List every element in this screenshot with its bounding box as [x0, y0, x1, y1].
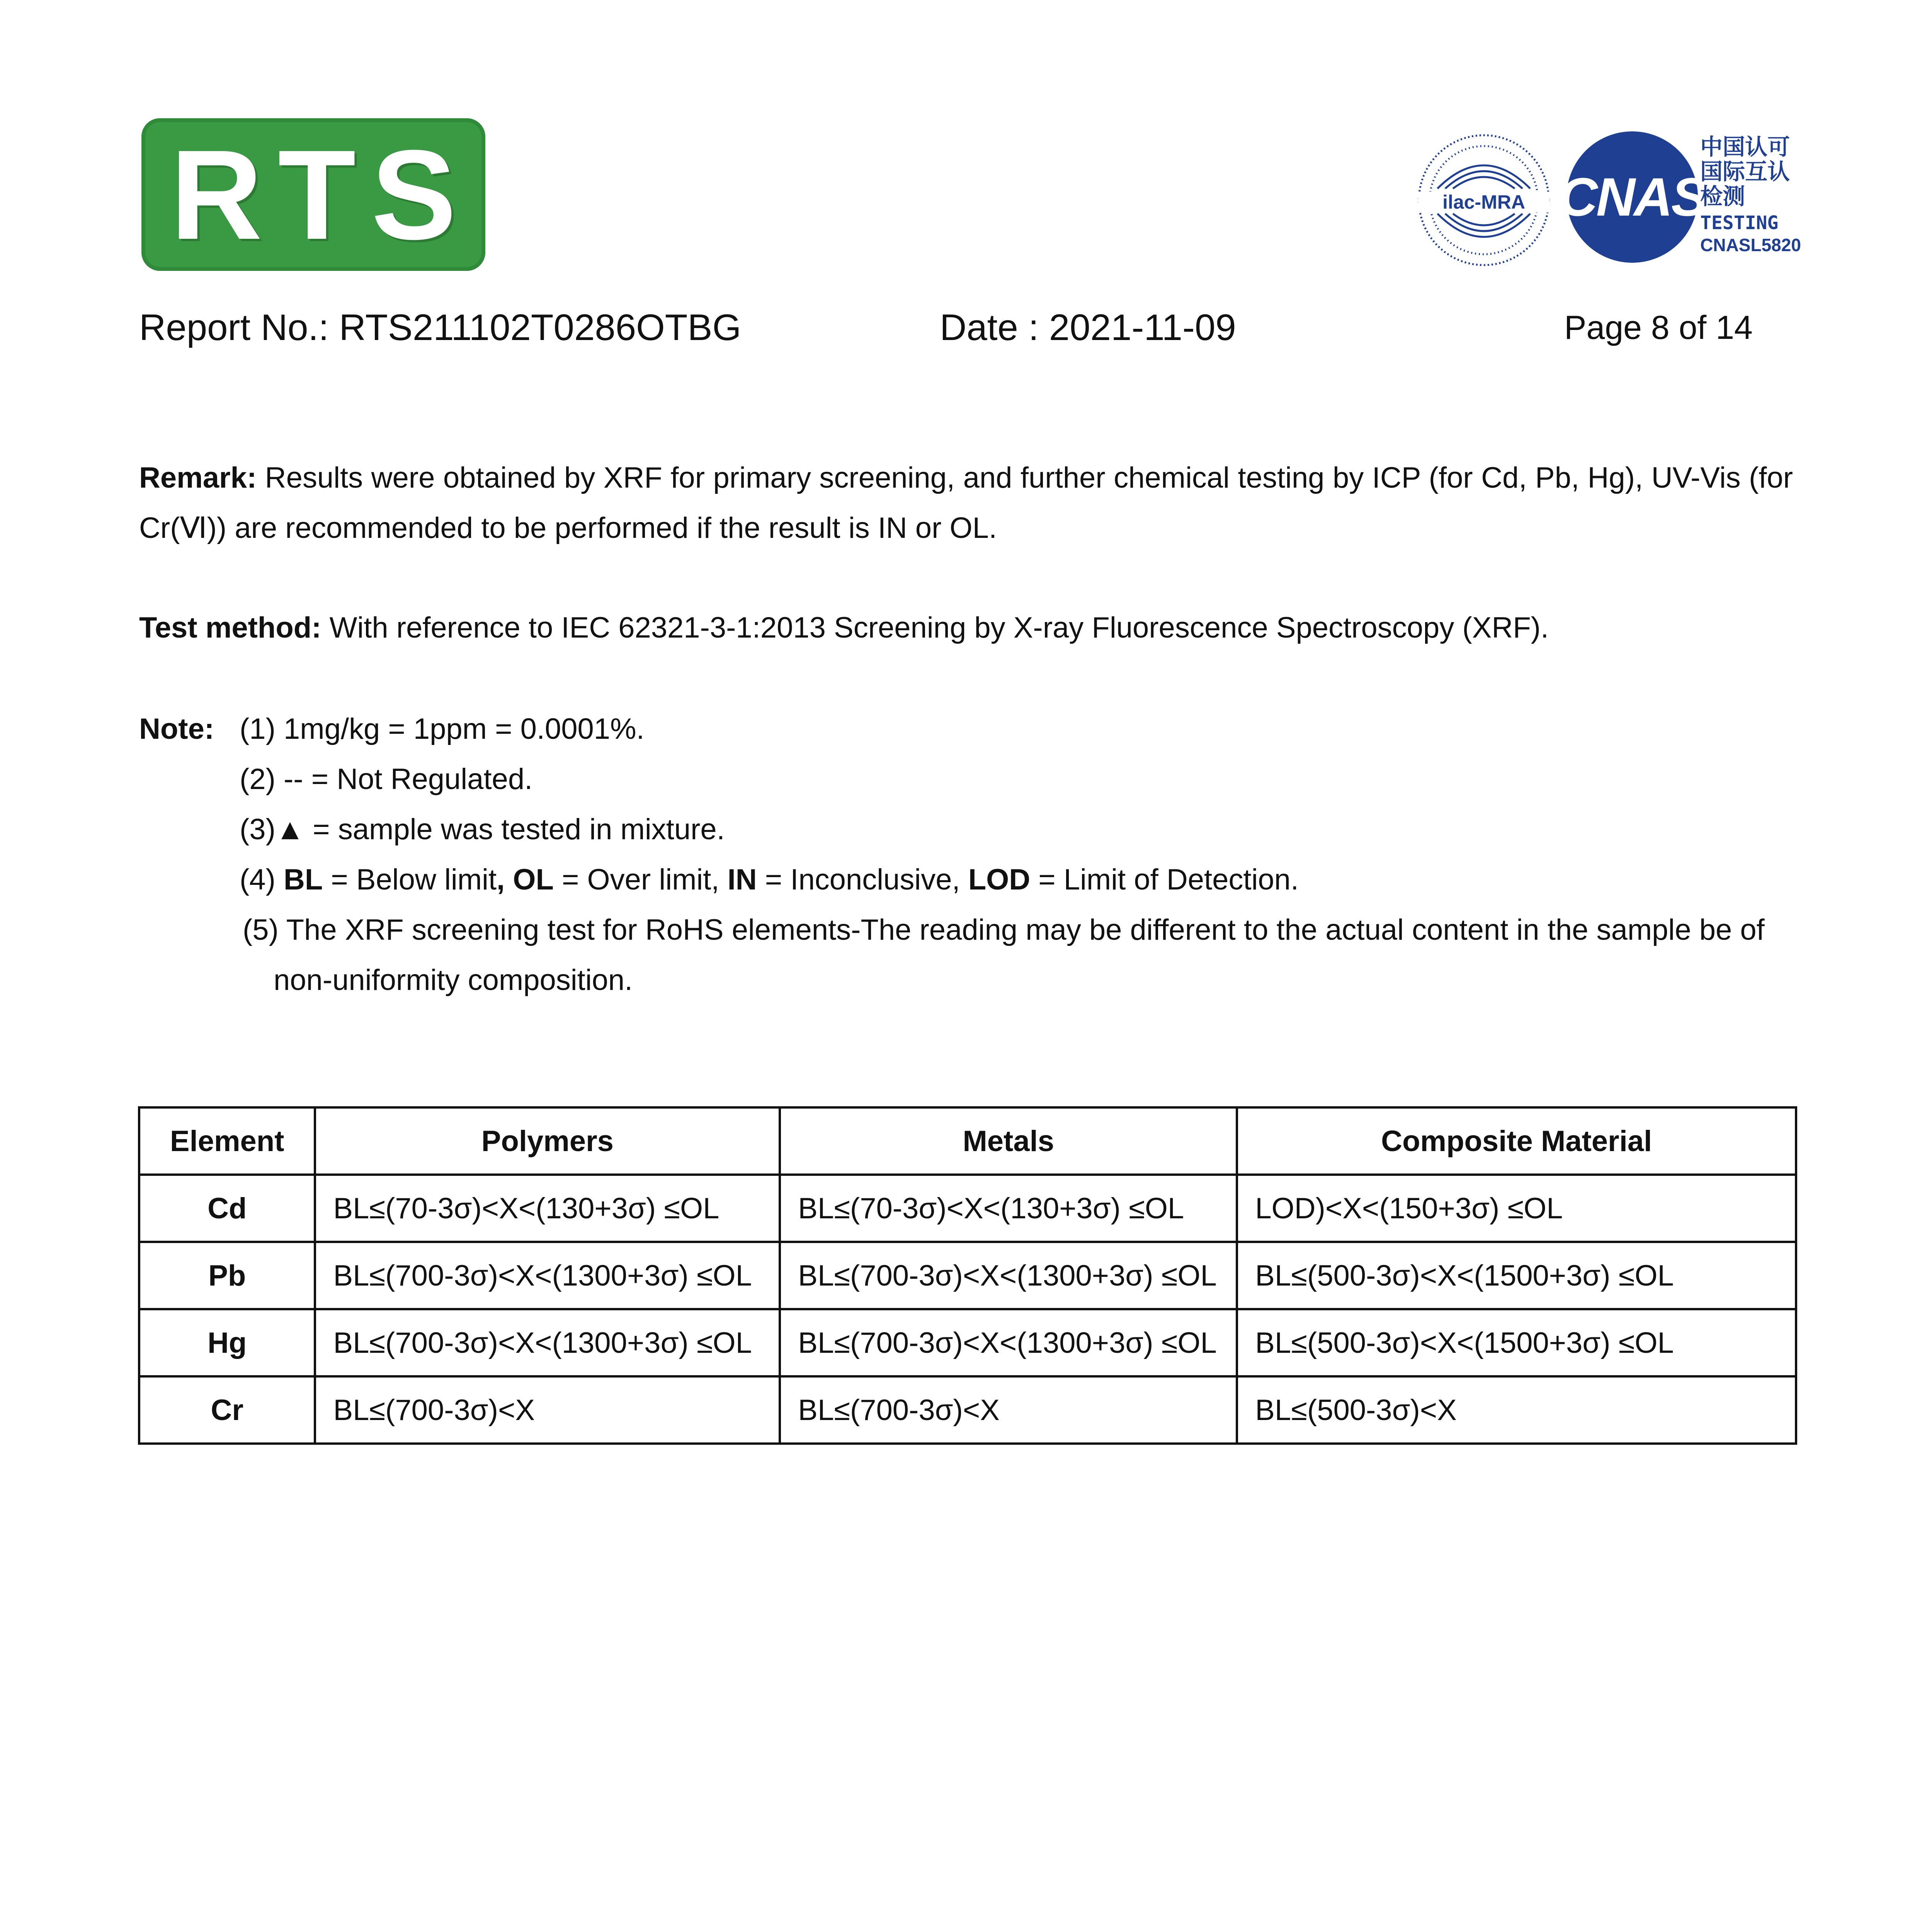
test-method-text: With reference to IEC 62321-3-1:2013 Screening by X-ray Fluorescence Spectroscopy (XRF). — [321, 611, 1549, 644]
polymers-cell: BL≤(70-3σ)<X<(130+3σ) ≤OL — [315, 1175, 780, 1242]
company-logo — [141, 118, 485, 271]
element-cell: Hg — [139, 1309, 315, 1376]
cnas-logo-text: CNAS — [1558, 167, 1706, 227]
ilac-mra-logo — [1414, 131, 1553, 270]
xrf-limits-table — [138, 1106, 1797, 1445]
header-composite-material: Composite Material — [1237, 1107, 1796, 1175]
cnas-testing: TESTING — [1700, 212, 1779, 234]
note-3: (3)▲ = sample was tested in mixture. — [240, 813, 725, 846]
polymers-cell: BL≤(700-3σ)<X<(1300+3σ) ≤OL — [315, 1309, 780, 1376]
metals-cell: BL≤(700-3σ)<X<(1300+3σ) ≤OL — [780, 1242, 1237, 1309]
note-1: (1) 1mg/kg = 1ppm = 0.0001%. — [240, 713, 645, 745]
cnas-cn-line1: 中国认可 — [1700, 134, 1790, 160]
table-row — [139, 1175, 1796, 1242]
remark-label: Remark: — [139, 461, 257, 494]
table-header-row — [139, 1107, 1796, 1175]
header-polymers: Polymers — [315, 1107, 780, 1175]
cnas-logo — [1558, 131, 1706, 263]
polymers-cell: BL≤(700-3σ)<X — [315, 1376, 780, 1444]
element-cell: Pb — [139, 1242, 315, 1309]
cnas-cn-line2: 国际互认 — [1700, 158, 1790, 185]
table-row — [139, 1242, 1796, 1309]
note-4: (4) BL = Below limit, OL = Over limit, IN = Inconclusive, LOD = Limit of Detection. — [240, 863, 1299, 896]
ilac-text: ilac-MRA — [1442, 191, 1525, 213]
element-cell: Cr — [139, 1376, 315, 1444]
composite-cell: LOD)<X<(150+3σ) ≤OL — [1237, 1175, 1796, 1242]
table-row — [139, 1376, 1796, 1444]
remark-text: Results were obtained by XRF for primary screening, and further chemical testing by ICP (for Cd, Pb, Hg), UV-Vis (for Cr(Ⅵ)) are recommended to be performed if the result is IN or OL. — [139, 461, 1793, 544]
metals-cell: BL≤(700-3σ)<X — [780, 1376, 1237, 1444]
table-row — [139, 1309, 1796, 1376]
note-label: Note: — [139, 713, 214, 745]
header-metals: Metals — [780, 1107, 1237, 1175]
cnas-accreditation-text — [1700, 134, 1828, 256]
test-method-paragraph — [139, 603, 1793, 653]
header-element: Element — [139, 1107, 315, 1175]
logo-text: RTS — [170, 123, 472, 266]
cnas-cn-line3: 检测 — [1700, 183, 1745, 209]
page-number: Page 8 of 14 — [1564, 309, 1753, 346]
composite-cell: BL≤(500-3σ)<X<(1500+3σ) ≤OL — [1237, 1242, 1796, 1309]
remark-paragraph — [139, 453, 1793, 553]
note-5-line-1: (5) The XRF screening test for RoHS elements-The reading may be different to the actual content in the sample be of — [243, 913, 1765, 946]
note-2: (2) -- = Not Regulated. — [240, 763, 533, 796]
element-cell: Cd — [139, 1175, 315, 1242]
cnas-number: CNASL5820 — [1700, 235, 1801, 255]
report-date: Date : 2021-11-09 — [940, 307, 1236, 348]
test-method-label: Test method: — [139, 611, 321, 644]
note-5-line-2: non-uniformity composition. — [274, 964, 633, 997]
report-number: Report No.: RTS211102T0286OTBG — [139, 307, 742, 348]
composite-cell: BL≤(500-3σ)<X<(1500+3σ) ≤OL — [1237, 1309, 1796, 1376]
composite-cell: BL≤(500-3σ)<X — [1237, 1376, 1796, 1444]
metals-cell: BL≤(700-3σ)<X<(1300+3σ) ≤OL — [780, 1309, 1237, 1376]
metals-cell: BL≤(70-3σ)<X<(130+3σ) ≤OL — [780, 1175, 1237, 1242]
polymers-cell: BL≤(700-3σ)<X<(1300+3σ) ≤OL — [315, 1242, 780, 1309]
